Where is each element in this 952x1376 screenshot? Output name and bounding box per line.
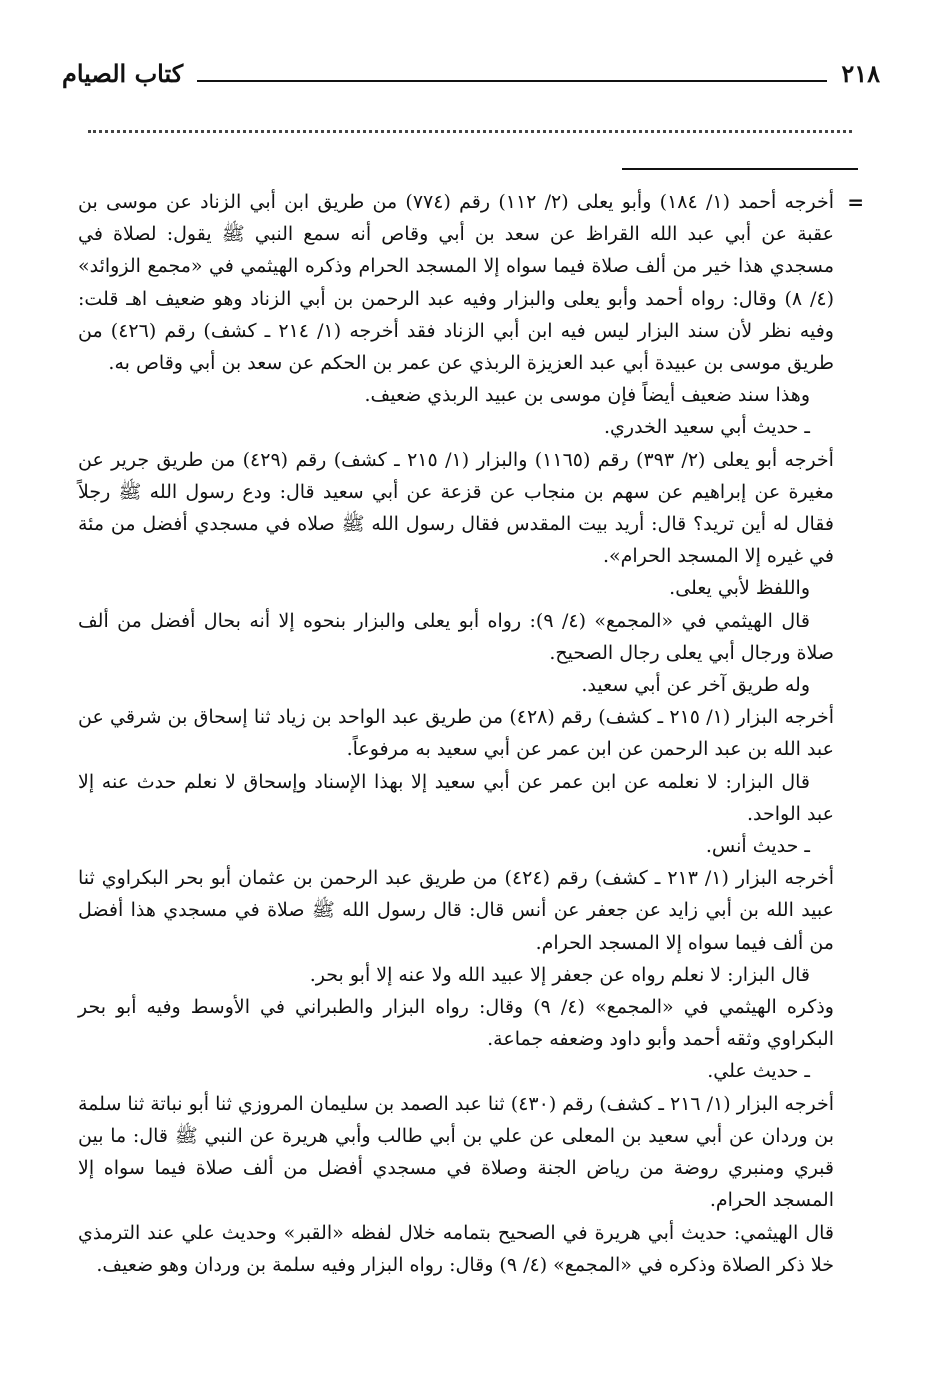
continuation-mark: = [847, 190, 864, 214]
dotted-separator [88, 118, 852, 133]
paragraph: أخرجه أحمد (١/ ١٨٤) وأبو يعلى (٢/ ١١٢) رقم (٧٧٤) من طريق ابن أبي الزناد عن موسى بن عقبة عن أبي عبد الله القراظ عن سعد بن أبي وقاص أنه سمع النبي ﷺ يقول: لصلاة في مسجدي هذا خير من ألف صلاة فيما سواه إلا المسجد الحرام وذكره الهيثمي في «مجمع الزوائد» (٤/ ٨) وقال: رواه أحمد وأبو يعلى والبزار وفيه عبد الرحمن بن أبي الزناد وهو ضعيف اهـ قلت: وفيه نظر لأن سند البزار ليس فيه ابن أبي الزناد فقد أخرجه (١/ ٢١٤ ـ كشف) رقم (٤٢٦) من طريق موسى بن عبيدة أبي عبد العزيزة الربذي عن عمر بن الحكم عن سعد بن أبي وقاص به. [78, 191, 834, 375]
section-heading: ـ حديث أبي سعيد الخدري. [604, 416, 810, 439]
running-header [62, 52, 880, 94]
paragraph: وهذا سند ضعيف أيضاً فإن موسى بن عبيد الربذي ضعيف. [364, 384, 810, 407]
paragraph: وذكره الهيثمي في «المجمع» (٤/ ٩) وقال: رواه البزار والطبراني في الأوسط وفيه أبو بحر البكراوي وثقه أحمد وأبو داود وضعفه جماعة. [78, 996, 834, 1051]
paragraph: واللفظ لأبي يعلى. [669, 577, 810, 600]
paragraph: أخرجه أبو يعلى (٢/ ٣٩٣) رقم (١١٦٥) والبزار (١/ ٢١٥ ـ كشف) رقم (٤٢٩) من طريق جرير عن مغيرة عن إبراهيم عن سهم بن منجاب عن قزعة عن أبي سعيد قال: ودع رسول الله ﷺ رجلاً فقال له أين تريد؟ قال: أريد بيت المقدس فقال رسول الله ﷺ صلاه في مسجدي أفضل من مئة في غيره إلا المسجد الحرام». [78, 448, 834, 568]
header-rule [197, 80, 827, 82]
paragraph: قال البزار: لا نعلم رواه عن جعفر إلا عبيد الله ولا عنه إلا أبو بحر. [309, 963, 810, 986]
paragraph: أخرجه البزار (١/ ٢١٥ ـ كشف) رقم (٤٢٨) من طريق عبد الواحد بن زياد ثنا إسحاق بن شرقي عن عبد الله بن عبد الرحمن عن ابن عمر عن أبي سعيد به مرفوعاً. [78, 706, 835, 761]
paragraph: قال البزار: لا نعلمه عن ابن عمر عن أبي سعيد إلا بهذا الإسناد وإسحاق لا نعلم حدث عنه إلا عبد الواحد. [78, 770, 834, 825]
paragraph: أخرجه البزار (١/ ٢١٣ ـ كشف) رقم (٤٢٤) من طريق عبد الرحمن بن عثمان أبو بحر البكراوي ثنا عبيد الله بن أبي زايد عن جعفر عن أنس قال: قال رسول الله ﷺ صلاة في مسجدي هذا أفضل من ألف فيما سواه إلا المسجد الحرام. [78, 867, 834, 954]
page-number: ٢١٨ [841, 58, 880, 88]
paragraph: وله طريق آخر عن أبي سعيد. [581, 674, 810, 697]
footnote-body [78, 186, 834, 1281]
section-heading: ـ حديث علي. [707, 1060, 810, 1083]
paragraph: قال الهيثمي: حديث أبي هريرة في الصحيح بتمامه خلال لفظه «القبر» وحديث علي عند الترمذي خلا ذكر الصلاة وذكره في «المجمع» (٤/ ٩) وقال: رواه البزار وفيه سلمة بن وردان وهو ضعيف. [78, 1221, 834, 1276]
paragraph: أخرجه البزار (١/ ٢١٦ ـ كشف) رقم (٤٣٠) ثنا عبد الصمد بن سليمان المروزي ثنا أبو نباتة ثنا سلمة بن وردان عن أبي سعيد بن المعلى عن علي بن أبي طالب وأبي هريرة عن النبي ﷺ قال: ما بين قبري ومنبري روضة من رياض الجنة وصلاة في مسجدي أفضل من ألف صلاة فيما سواه إلا المسجد الحرام. [78, 1092, 834, 1212]
footnote-rule [622, 168, 858, 170]
chapter-title: كتاب الصيام [62, 58, 184, 88]
paragraph: قال الهيثمي في «المجمع» (٤/ ٩): رواه أبو يعلى والبزار بنحوه إلا أنه بحال أفضل من ألف صلاة ورجال أبي يعلى رجال الصحيح. [78, 609, 834, 664]
section-heading: ـ حديث أنس. [705, 835, 810, 858]
